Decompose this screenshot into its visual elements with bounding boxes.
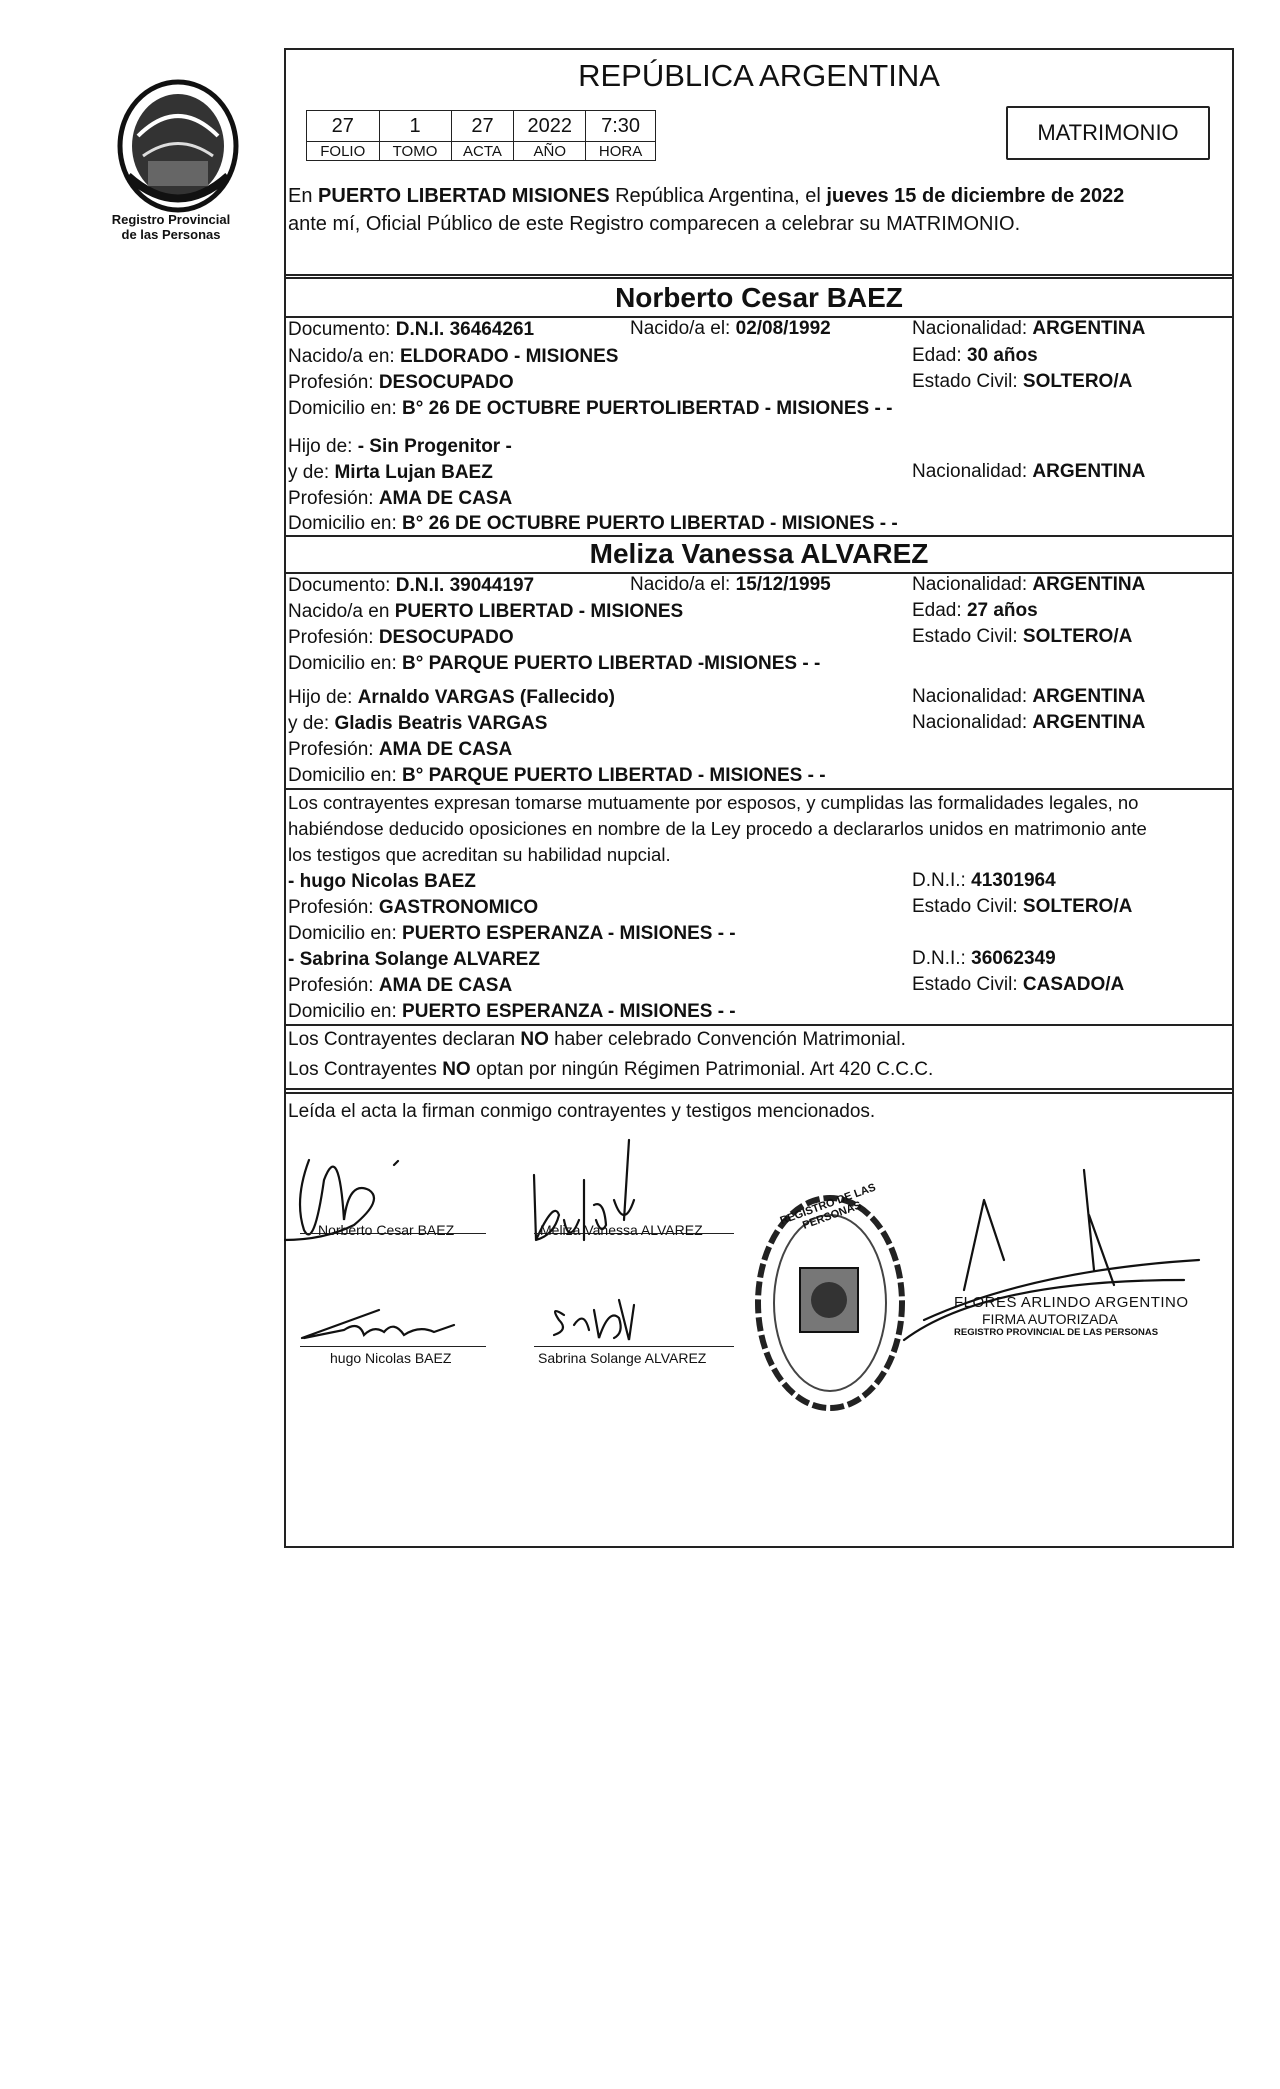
convention-line1 [288, 1028, 906, 1052]
anio-value: 2022 [514, 111, 586, 142]
witness1-addr [288, 922, 736, 946]
label: D.N.I.: [912, 870, 966, 891]
convention-line2 [288, 1058, 933, 1082]
value: B° PARQUE PUERTO LIBERTAD -MISIONES - - [402, 653, 821, 674]
text: Los Contrayentes [288, 1059, 443, 1080]
text: Los Contrayentes declaran [288, 1029, 521, 1050]
intro-place: PUERTO LIBERTAD MISIONES [318, 185, 610, 207]
witness2-addr [288, 1000, 736, 1024]
label: Estado Civil: [912, 974, 1018, 995]
value: AMA DE CASA [378, 488, 513, 509]
spouse1-prof [288, 371, 514, 395]
divider [284, 535, 1234, 537]
act-type-box [1006, 106, 1210, 160]
spouse2-father-nat [912, 686, 1145, 708]
spouse1-name: Norberto Cesar BAEZ [615, 282, 903, 313]
logo-text-top [90, 30, 91, 31]
spouse1-civil [912, 371, 1132, 393]
label: Hijo de: [288, 436, 353, 457]
witness1-name: - hugo Nicolas BAEZ [288, 871, 476, 892]
signature-name-1: Norberto Cesar BAEZ [318, 1222, 455, 1238]
label: Domicilio en: [288, 513, 397, 534]
registry-table [306, 110, 656, 161]
spouse1-parent-prof [288, 487, 512, 511]
witness2-dni [912, 948, 1056, 970]
label: Nacionalidad: [912, 712, 1028, 733]
value: SOLTERO/A [1022, 626, 1133, 647]
value: DESOCUPADO [378, 627, 514, 648]
value: 02/08/1992 [735, 318, 831, 339]
value: ARGENTINA [1032, 712, 1146, 733]
witness1-dni [912, 870, 1056, 892]
signature-line [534, 1346, 734, 1347]
label: Estado Civil: [912, 371, 1018, 392]
value: D.N.I. 36464261 [395, 319, 535, 340]
signature-name-3: hugo Nicolas BAEZ [330, 1350, 452, 1366]
label: Profesión: [288, 488, 374, 509]
label: Nacionalidad: [912, 574, 1028, 595]
value: D.N.I. 39044197 [395, 575, 535, 596]
label: Hijo de: [288, 687, 353, 708]
label: Domicilio en: [288, 398, 397, 419]
value: Gladis Beatris VARGAS [334, 713, 548, 734]
value: SOLTERO/A [1022, 371, 1133, 392]
label: Nacido/a en: [288, 346, 395, 367]
value: ARGENTINA [1032, 318, 1146, 339]
spouse1-birthplace [288, 345, 618, 369]
intro-line1 [288, 184, 1124, 208]
value: PUERTO ESPERANZA - MISIONES - - [402, 1001, 736, 1022]
value: AMA DE CASA [378, 739, 513, 760]
value: GASTRONOMICO [378, 897, 539, 918]
label: Domicilio en: [288, 1001, 397, 1022]
witness1-civil [912, 896, 1132, 918]
label: Estado Civil: [912, 896, 1018, 917]
registry-name-line2: de las Personas [121, 227, 221, 242]
value: B° 26 DE OCTUBRE PUERTOLIBERTAD - MISIONES - - [402, 398, 893, 419]
value: ARGENTINA [1032, 574, 1146, 595]
divider [284, 1024, 1234, 1026]
spouse2-mother-nat [912, 712, 1145, 734]
spouse2-father [288, 686, 615, 710]
intro-line2: ante mí, Oficial Público de este Registro comparecen a celebrar su MATRIMONIO. [288, 213, 1021, 235]
logo-caption [90, 30, 91, 31]
spouse2-civil [912, 626, 1132, 648]
divider [284, 274, 1234, 276]
spouse1-parent-addr [288, 512, 898, 536]
label: Nacionalidad: [912, 686, 1028, 707]
label: Nacido/a en [288, 601, 390, 622]
value: B° PARQUE PUERTO LIBERTAD - MISIONES - - [402, 765, 826, 786]
hora-label: HORA [586, 142, 656, 161]
spouse1-doc [288, 318, 534, 342]
act-type: MATRIMONIO [1037, 120, 1179, 145]
label: Nacionalidad: [912, 461, 1028, 482]
label: y de: [288, 713, 330, 734]
spouse2-addr [288, 652, 820, 676]
label: Documento: [288, 575, 391, 596]
value: DESOCUPADO [378, 372, 514, 393]
registry-name-line1: Registro Provincial [111, 212, 231, 227]
label: Nacido/a el: [630, 318, 731, 339]
text-bold: NO [442, 1059, 471, 1080]
official-stamp-name: FLORES ARLINDO ARGENTINO [954, 1294, 1189, 1311]
witness2-prof [288, 974, 512, 998]
value: PUERTO ESPERANZA - MISIONES - - [402, 923, 736, 944]
value: ELDORADO - MISIONES [399, 346, 619, 367]
acta-value: 27 [451, 111, 514, 142]
value: 30 años [966, 345, 1038, 366]
witness1-prof [288, 896, 538, 920]
label: Documento: [288, 319, 391, 340]
label: Edad: [912, 345, 962, 366]
official-stamp-title: FIRMA AUTORIZADA [982, 1311, 1118, 1327]
spouse1-mother-nat [912, 461, 1145, 483]
registry-name [96, 212, 246, 242]
witness2-civil [912, 974, 1124, 996]
value: 36062349 [971, 948, 1056, 969]
signature-line [300, 1346, 486, 1347]
signature-name-4: Sabrina Solange ALVAREZ [538, 1350, 707, 1366]
text-bold: NO [520, 1029, 549, 1050]
divider [284, 1088, 1234, 1090]
spouse1-age [912, 345, 1038, 367]
spouse2-nat [912, 574, 1145, 596]
label: Profesión: [288, 739, 374, 760]
label: Nacido/a el: [630, 574, 731, 595]
label: Domicilio en: [288, 653, 397, 674]
spouse1-born [630, 318, 831, 340]
intro-mid: República Argentina, el [609, 185, 827, 207]
spouse2-birthplace [288, 600, 683, 624]
divider [284, 1092, 1234, 1094]
intro-prefix: En [288, 185, 319, 207]
divider [284, 277, 1234, 279]
declaration-line2: habiéndose deducido oposiciones en nombre de la Ley procedo a declararlos unidos en matrimonio ante [288, 818, 1147, 839]
label: Edad: [912, 600, 962, 621]
spouse2-born [630, 574, 831, 596]
divider [284, 788, 1234, 790]
label: y de: [288, 462, 330, 483]
label: Profesión: [288, 627, 374, 648]
seal-text: REGISTRO DE LAS PERSONAS [778, 1181, 878, 1232]
hora-value: 7:30 [586, 111, 656, 142]
label: Domicilio en: [288, 923, 397, 944]
spouse1-father [288, 435, 512, 459]
value: - Sin Progenitor - [357, 436, 512, 457]
declaration-line3: los testigos que acreditan su habilidad nupcial. [288, 844, 671, 865]
value: ARGENTINA [1032, 461, 1146, 482]
value: 41301964 [971, 870, 1056, 891]
label: Domicilio en: [288, 765, 397, 786]
value: B° 26 DE OCTUBRE PUERTO LIBERTAD - MISIONES - - [402, 513, 898, 534]
signature-4-stroke [554, 1300, 634, 1340]
text: optan por ningún Régimen Patrimonial. Art 420 C.C.C. [470, 1059, 934, 1080]
folio-value: 27 [307, 111, 380, 142]
folio-label: FOLIO [307, 142, 380, 161]
label: Profesión: [288, 372, 374, 393]
label: Profesión: [288, 975, 374, 996]
declaration-line1: Los contrayentes expresan tomarse mutuamente por esposos, y cumplidas las formalidades legales, no [288, 792, 1139, 813]
spouse2-prof [288, 626, 514, 650]
spouse2-age [912, 600, 1038, 622]
province-logo [108, 76, 248, 216]
label: Estado Civil: [912, 626, 1018, 647]
spouse1-addr [288, 397, 892, 421]
spouse2-name: Meliza Vanessa ALVAREZ [589, 538, 929, 569]
spouse2-doc [288, 574, 534, 598]
signature-name-2: Meliza Vanessa ALVAREZ [540, 1222, 703, 1238]
tomo-value: 1 [379, 111, 451, 142]
value: Arnaldo VARGAS (Fallecido) [357, 687, 615, 708]
closing-text: Leída el acta la firman conmigo contrayentes y testigos mencionados. [288, 1101, 876, 1122]
value: CASADO/A [1022, 974, 1125, 995]
signature-3-stroke [302, 1310, 454, 1338]
value: 15/12/1995 [735, 574, 831, 595]
registry-seal [748, 1181, 912, 1418]
label: D.N.I.: [912, 948, 966, 969]
tomo-label: TOMO [379, 142, 451, 161]
official-stamp-office: REGISTRO PROVINCIAL DE LAS PERSONAS [954, 1327, 1159, 1338]
value: AMA DE CASA [378, 975, 513, 996]
value: SOLTERO/A [1022, 896, 1133, 917]
value: ARGENTINA [1032, 686, 1146, 707]
spouse2-parent-prof [288, 738, 512, 762]
spouse2-parent-addr [288, 764, 826, 788]
anio-label: AÑO [514, 142, 586, 161]
intro-date: jueves 15 de diciembre de 2022 [826, 185, 1125, 207]
spouse2-mother [288, 712, 547, 736]
spouse1-mother [288, 461, 493, 485]
acta-label: ACTA [451, 142, 514, 161]
text: haber celebrado Convención Matrimonial. [548, 1029, 906, 1050]
value: PUERTO LIBERTAD - MISIONES [394, 601, 684, 622]
spouse1-nat [912, 318, 1145, 340]
value: 27 años [966, 600, 1038, 621]
label: Profesión: [288, 897, 374, 918]
witness2-name: - Sabrina Solange ALVAREZ [288, 949, 540, 970]
label: Nacionalidad: [912, 318, 1028, 339]
value: Mirta Lujan BAEZ [334, 462, 493, 483]
official-stamp [954, 1294, 1194, 1338]
country-title: REPÚBLICA ARGENTINA [578, 58, 940, 93]
